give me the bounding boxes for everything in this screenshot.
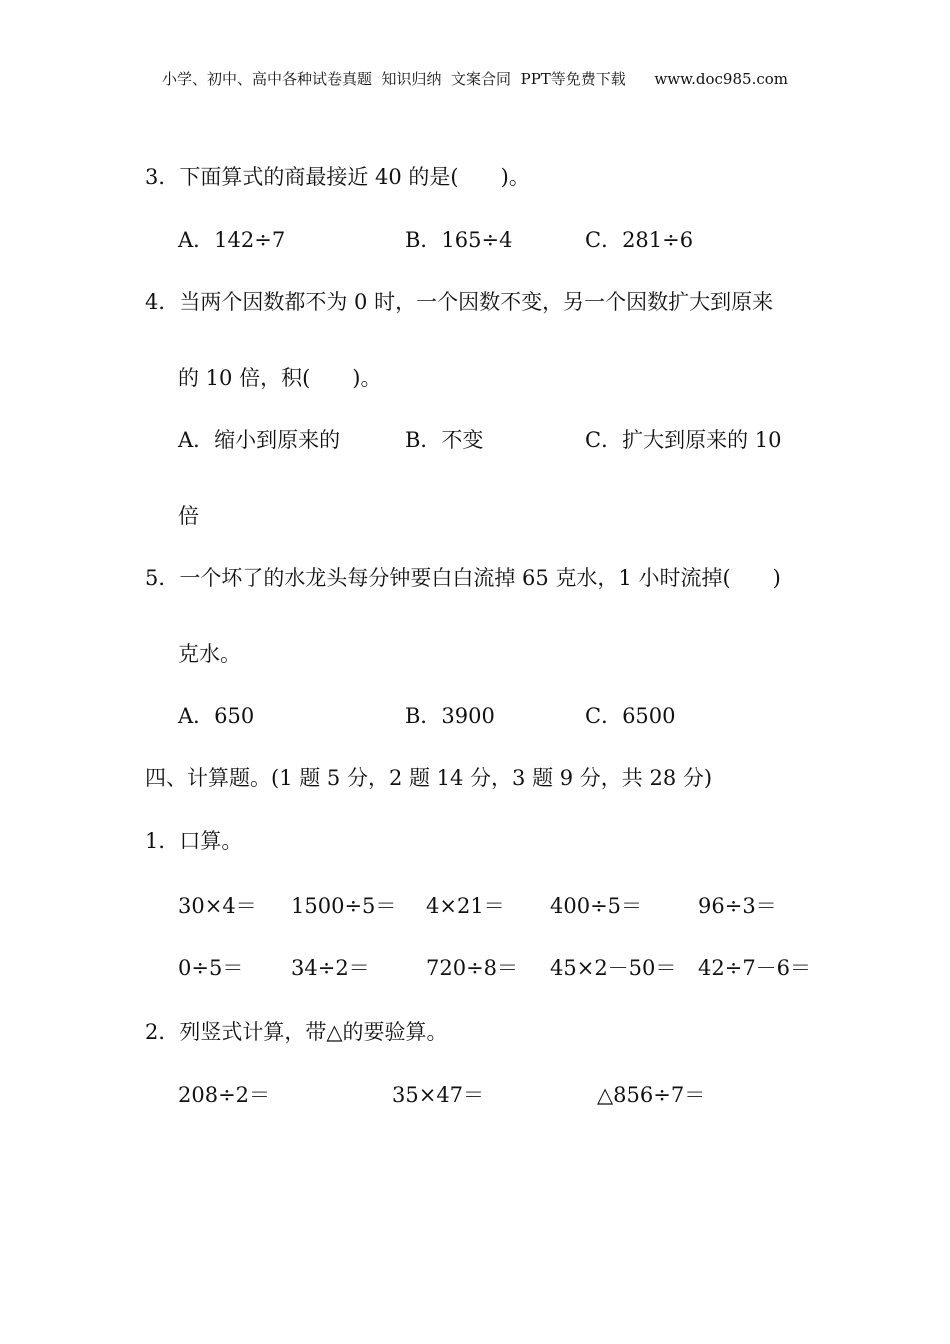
oral-calc-item: 34÷2＝ [291,956,370,980]
oral-calc-item: 1500÷5＝ [291,894,397,918]
question-5-option-a: A．650 [178,704,255,728]
oral-calc-item: 30×4＝ [178,894,257,918]
vertical-calc-item: △856÷7＝ [597,1083,706,1107]
question-3-option-b: B．165÷4 [405,228,513,252]
part-2-label: 2．列竖式计算，带△的要验算。 [145,1020,448,1044]
oral-calc-item: 0÷5＝ [178,956,244,980]
oral-calc-item: 4×21＝ [426,894,505,918]
oral-calc-item: 400÷5＝ [550,894,643,918]
vertical-calc-item: 35×47＝ [392,1083,485,1107]
oral-calc-item: 720÷8＝ [426,956,519,980]
question-3-option-c: C．281÷6 [585,228,694,252]
question-4-option-c-wrap: 倍 [178,504,199,528]
question-5-stem-line2: 克水。 [178,642,241,666]
vertical-calc-item: 208÷2＝ [178,1083,271,1107]
oral-calc-item: 96÷3＝ [698,894,777,918]
oral-calc-item: 42÷7－6＝ [698,956,812,980]
question-4-option-b: B．不变 [405,428,484,452]
oral-calc-item: 45×2－50＝ [550,956,677,980]
question-4-stem-line2: 的 10 倍，积( )。 [178,366,382,390]
part-1-label: 1．口算。 [145,829,243,853]
question-5-option-c: C．6500 [585,704,676,728]
question-5-stem-line1: 5．一个坏了的水龙头每分钟要白白流掉 65 克水，1 小时流掉( ) [145,566,781,590]
question-3-option-a: A．142÷7 [178,228,286,252]
question-4-option-c: C．扩大到原来的 10 [585,428,782,452]
page-header: 小学、初中、高中各种试卷真题 知识归纳 文案合同 PPT等免费下载 www.doc985.com [161,70,788,88]
question-5-option-b: B．3900 [405,704,495,728]
question-3-stem: 3．下面算式的商最接近 40 的是( )。 [145,165,530,189]
question-4-option-a: A．缩小到原来的 [178,428,341,452]
section-4-title: 四、计算题。(1 题 5 分，2 题 14 分，3 题 9 分，共 28 分) [145,766,713,790]
question-4-stem-line1: 4．当两个因数都不为 0 时，一个因数不变，另一个因数扩大到原来 [145,290,774,314]
